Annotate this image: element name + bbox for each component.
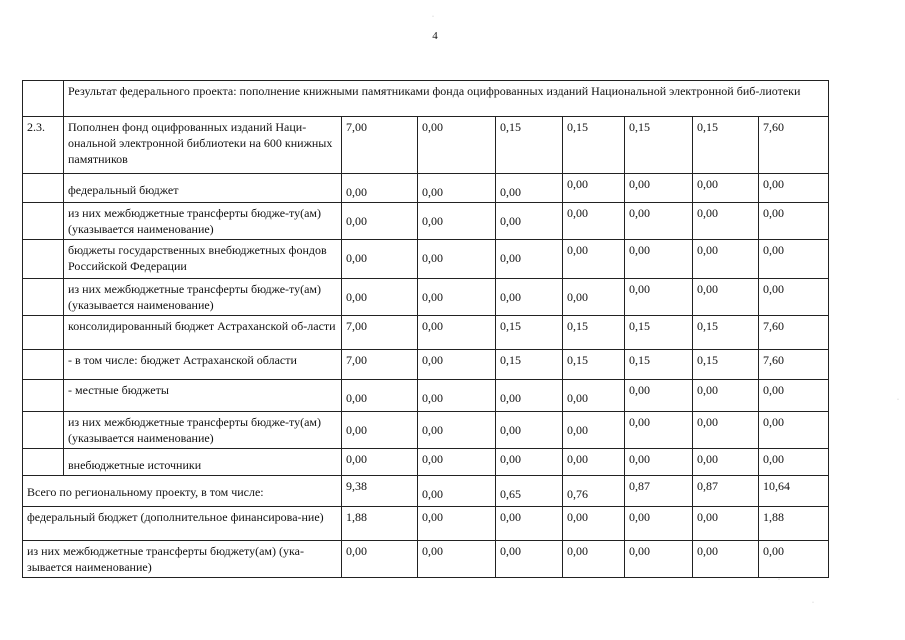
value-cell: 1,88 [759, 507, 829, 541]
value-cell: 0,76 [563, 476, 625, 507]
value-cell: 0,00 [342, 279, 418, 316]
row-label: - в том числе: бюджет Астраханской области [64, 350, 342, 380]
value-cell: 0,00 [418, 449, 496, 476]
scan-speck: · [432, 14, 434, 20]
table-row [23, 412, 829, 449]
row-label: - местные бюджеты [64, 380, 342, 412]
value-cell: 0,00 [563, 240, 625, 279]
value-cell: 7,60 [759, 316, 829, 350]
value-cell: 0,00 [759, 174, 829, 203]
value-cell: 0,00 [759, 203, 829, 240]
row-label: внебюджетные источники [64, 449, 342, 476]
value-cell: 0,00 [342, 240, 418, 279]
table-row [23, 203, 829, 240]
value-cell: 0,00 [693, 541, 759, 578]
row-number [23, 174, 64, 203]
value-cell: 0,00 [563, 541, 625, 578]
table-row [23, 380, 829, 412]
value-cell: 0,15 [496, 350, 563, 380]
value-cell: 7,60 [759, 117, 829, 174]
row-label: бюджеты государственных внебюджетных фондов Российской Федерации [64, 240, 342, 279]
value-cell: 0,00 [759, 541, 829, 578]
table-row [23, 279, 829, 316]
value-cell: 0,00 [693, 507, 759, 541]
value-cell: 0,00 [342, 174, 418, 203]
value-cell: 0,00 [496, 380, 563, 412]
value-cell: 0,00 [342, 412, 418, 449]
table-row [23, 174, 829, 203]
total-row [23, 541, 829, 578]
value-cell: 0,00 [418, 541, 496, 578]
value-cell: 0,15 [693, 316, 759, 350]
value-cell: 0,00 [418, 117, 496, 174]
value-cell: 0,00 [418, 240, 496, 279]
value-cell: 10,64 [759, 476, 829, 507]
table-row [23, 117, 829, 174]
value-cell: 0,00 [563, 412, 625, 449]
scan-speck: · [897, 397, 899, 403]
row-number [23, 380, 64, 412]
value-cell: 0,00 [496, 240, 563, 279]
value-cell: 7,00 [342, 117, 418, 174]
value-cell: 0,00 [418, 412, 496, 449]
value-cell: 0,00 [418, 507, 496, 541]
value-cell: 0,00 [693, 449, 759, 476]
value-cell: 0,15 [625, 316, 693, 350]
total-row [23, 476, 829, 507]
row-number [23, 449, 64, 476]
value-cell: 0,00 [759, 279, 829, 316]
row-label: из них межбюджетные трансферты бюдже-ту(ам) (указывается наименование) [64, 203, 342, 240]
value-cell: 0,15 [693, 350, 759, 380]
value-cell: 0,87 [625, 476, 693, 507]
budget-table [22, 80, 829, 578]
value-cell: 0,00 [418, 476, 496, 507]
value-cell: 7,60 [759, 350, 829, 380]
value-cell: 0,00 [342, 449, 418, 476]
value-cell: 0,00 [496, 279, 563, 316]
row-number [23, 279, 64, 316]
value-cell: 0,15 [563, 350, 625, 380]
value-cell: 0,00 [342, 203, 418, 240]
value-cell: 0,00 [625, 449, 693, 476]
value-cell: 0,00 [496, 507, 563, 541]
row-label: из них межбюджетные трансферты бюдже-ту(ам) (указывается наименование) [64, 279, 342, 316]
value-cell: 0,00 [342, 541, 418, 578]
total-label: Всего по региональному проекту, в том числе: [23, 476, 342, 507]
value-cell: 0,00 [418, 350, 496, 380]
row-number [23, 203, 64, 240]
value-cell: 0,00 [563, 174, 625, 203]
value-cell: 0,00 [625, 279, 693, 316]
value-cell: 0,00 [563, 380, 625, 412]
value-cell: 0,00 [693, 174, 759, 203]
value-cell: 0,15 [563, 117, 625, 174]
value-cell: 0,00 [759, 380, 829, 412]
row-label: федеральный бюджет [64, 174, 342, 203]
value-cell: 0,00 [563, 203, 625, 240]
value-cell: 0,15 [625, 350, 693, 380]
table-row [23, 316, 829, 350]
result-number-cell [23, 81, 64, 117]
value-cell: 0,00 [693, 203, 759, 240]
value-cell: 0,87 [693, 476, 759, 507]
value-cell: 0,00 [496, 449, 563, 476]
value-cell: 0,00 [759, 240, 829, 279]
value-cell: 0,65 [496, 476, 563, 507]
value-cell: 9,38 [342, 476, 418, 507]
value-cell: 0,15 [496, 316, 563, 350]
scan-speck: · [778, 577, 780, 583]
row-number: 2.3. [23, 117, 64, 174]
value-cell: 0,00 [625, 174, 693, 203]
value-cell: 1,88 [342, 507, 418, 541]
value-cell: 0,15 [625, 117, 693, 174]
value-cell: 0,00 [693, 380, 759, 412]
value-cell: 0,00 [625, 240, 693, 279]
value-cell: 0,00 [625, 203, 693, 240]
value-cell: 0,15 [693, 117, 759, 174]
value-cell: 0,00 [496, 174, 563, 203]
value-cell: 0,00 [496, 541, 563, 578]
value-cell: 0,00 [418, 203, 496, 240]
row-number [23, 316, 64, 350]
value-cell: 0,00 [759, 449, 829, 476]
value-cell: 0,00 [418, 279, 496, 316]
value-cell: 0,00 [625, 380, 693, 412]
total-row [23, 507, 829, 541]
row-label: Пополнен фонд оцифрованных изданий Наци-ональной электронной библиотеки на 600 книжных памятников [64, 117, 342, 174]
value-cell: 0,00 [563, 507, 625, 541]
value-cell: 0,15 [563, 316, 625, 350]
value-cell: 0,00 [563, 279, 625, 316]
table-row [23, 449, 829, 476]
table-row [23, 240, 829, 279]
value-cell: 0,00 [625, 412, 693, 449]
value-cell: 7,00 [342, 316, 418, 350]
value-cell: 0,00 [625, 541, 693, 578]
result-title: Результат федерального проекта: пополнение книжными памятниками фонда оцифрованных изданий Национальной электронной биб-лиотеки [64, 81, 829, 117]
value-cell: 0,00 [418, 380, 496, 412]
result-row [23, 81, 829, 117]
value-cell: 0,00 [418, 174, 496, 203]
value-cell: 0,00 [625, 507, 693, 541]
row-number [23, 240, 64, 279]
value-cell: 0,00 [342, 380, 418, 412]
value-cell: 0,00 [693, 412, 759, 449]
value-cell: 0,00 [418, 316, 496, 350]
value-cell: 0,00 [759, 412, 829, 449]
row-number [23, 350, 64, 380]
value-cell: 0,00 [563, 449, 625, 476]
value-cell: 7,00 [342, 350, 418, 380]
page-number: 4 [432, 30, 438, 42]
total-label: из них межбюджетные трансферты бюджету(ам) (ука-зывается наименование) [23, 541, 342, 578]
value-cell: 0,00 [693, 240, 759, 279]
value-cell: 0,00 [496, 412, 563, 449]
value-cell: 0,15 [496, 117, 563, 174]
row-label: из них межбюджетные трансферты бюдже-ту(ам) (указывается наименование) [64, 412, 342, 449]
row-number [23, 412, 64, 449]
value-cell: 0,00 [496, 203, 563, 240]
scan-speck: · [812, 600, 814, 606]
row-label: консолидированный бюджет Астраханской об-ласти [64, 316, 342, 350]
total-label: федеральный бюджет (дополнительное финансирова-ние) [23, 507, 342, 541]
value-cell: 0,00 [693, 279, 759, 316]
table-row [23, 350, 829, 380]
